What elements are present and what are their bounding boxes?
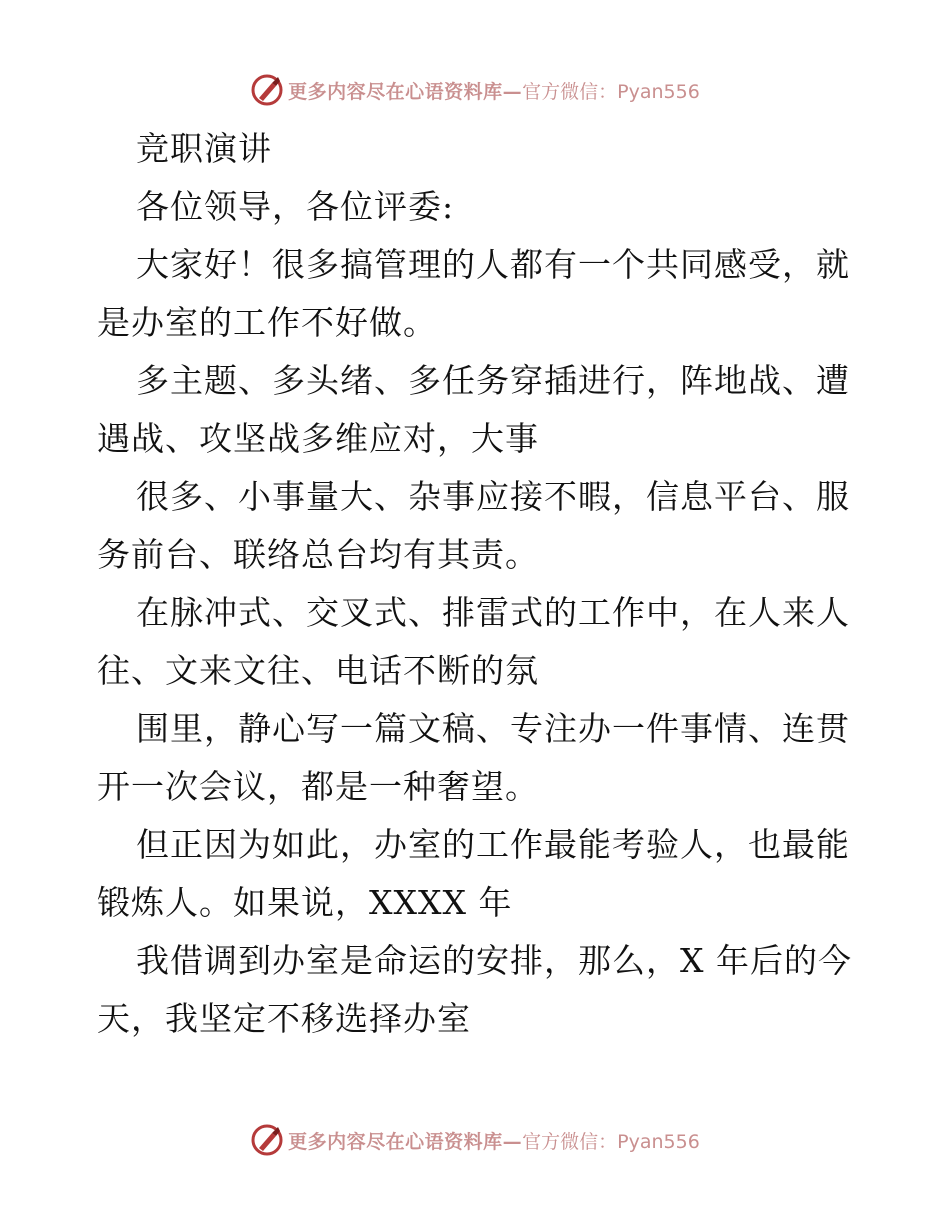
paragraph-line: 遇战、攻坚战多维应对，大事 <box>97 419 539 458</box>
paragraph-line: 是办室的工作不好做。 <box>97 303 437 342</box>
salutation: 各位领导，各位评委: <box>136 187 455 226</box>
paragraph-line: 务前台、联络总台均有其责。 <box>97 535 539 574</box>
paragraph-line: 在脉冲式、交叉式、排雷式的工作中，在人来人 <box>136 593 850 632</box>
footer-banner <box>0 1120 950 1160</box>
paragraph-line: 很多、小事量大、杂事应接不暇，信息平台、服 <box>136 477 850 516</box>
banner-brand-text: 更多内容尽在心语资料库— <box>288 1130 523 1153</box>
document-title: 竞职演讲 <box>136 129 272 168</box>
paragraph-line: 但正因为如此，办室的工作最能考验人，也最能 <box>136 825 850 864</box>
document-body <box>97 120 857 1048</box>
paragraph-line: 开一次会议，都是一种奢望。 <box>97 767 539 806</box>
paragraph-line: 天，我坚定不移选择办室 <box>97 999 471 1038</box>
paragraph-line: 大家好！很多搞管理的人都有一个共同感受，就 <box>136 245 850 284</box>
paragraph-line: 往、文来文往、电话不断的氛 <box>97 651 539 690</box>
header-banner <box>0 70 950 110</box>
pen-logo-icon <box>250 73 284 107</box>
pen-logo-icon <box>250 1123 284 1157</box>
paragraph-line: 多主题、多头绪、多任务穿插进行，阵地战、遭 <box>136 361 850 400</box>
banner-brand-text: 更多内容尽在心语资料库— <box>288 80 523 103</box>
banner-wechat-text: 官方微信：Pyan556 <box>522 1130 700 1153</box>
paragraph-line: 锻炼人。如果说，XXXX 年 <box>97 883 513 922</box>
paragraph-line: 我借调到办室是命运的安排，那么，X 年后的今 <box>136 941 852 980</box>
paragraph-line: 围里，静心写一篇文稿、专注办一件事情、连贯 <box>136 709 850 748</box>
banner-wechat-text: 官方微信：Pyan556 <box>522 80 700 103</box>
